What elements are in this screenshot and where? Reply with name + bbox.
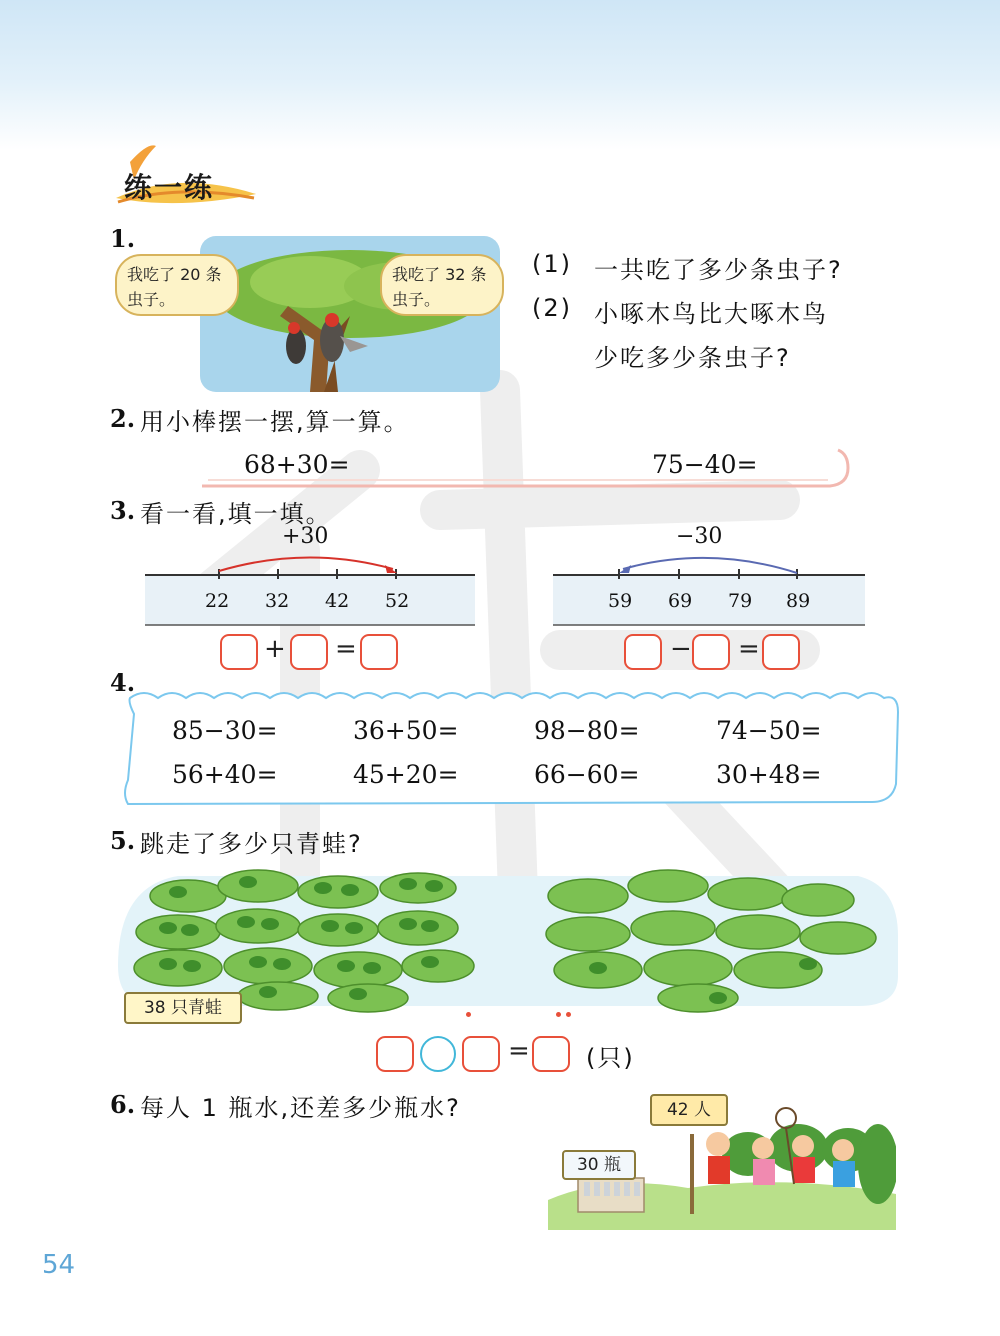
speech-bubble-right-text: 我吃了 32 条虫子。: [392, 265, 487, 309]
q4-expr-r1c2: 36+50=: [353, 716, 459, 745]
right-tick-59: 59: [608, 590, 633, 612]
number-line-left: [145, 555, 475, 630]
q6-instruction: 每人 1 瓶水,还差多少瓶水?: [140, 1094, 461, 1122]
left-tick-52: 52: [385, 590, 410, 612]
q5-answer-box-1[interactable]: [376, 1036, 414, 1072]
q5-answer-box-3[interactable]: [532, 1036, 570, 1072]
speech-bubble-small-woodpecker: [115, 254, 239, 316]
number-line-right: [553, 555, 865, 630]
q3-left-answer-box-1[interactable]: [220, 634, 258, 670]
q4-expr-r2c4: 30+48=: [716, 760, 822, 789]
page-title: 练一练: [124, 171, 215, 204]
q1-sub2-number: (2): [532, 294, 572, 322]
q4-expr-r1c4: 74−50=: [716, 716, 822, 745]
q3-left-equals: =: [335, 634, 357, 664]
frog-count-label: 38 只青蛙: [124, 992, 242, 1024]
q2-expression-1: 68+30=: [244, 450, 350, 479]
question-1-number: 1.: [110, 224, 136, 253]
question-3-number: 3.: [110, 496, 136, 525]
q5-equals: =: [508, 1036, 530, 1066]
question-6-number: 6.: [110, 1090, 136, 1119]
right-tick-89: 89: [786, 590, 811, 612]
emphasis-dot: [466, 1012, 471, 1017]
q5-unit: (只): [586, 1044, 635, 1072]
q1-sub2-text-line2: 少吃多少条虫子?: [594, 344, 791, 372]
question-4-number: 4.: [110, 668, 136, 697]
right-tick-69: 69: [668, 590, 693, 612]
bottle-count-sign: 30 瓶: [562, 1150, 636, 1180]
q3-left-answer-box-2[interactable]: [290, 634, 328, 670]
left-tick-32: 32: [265, 590, 290, 612]
q3-instruction: 看一看,填一填。: [140, 500, 332, 528]
left-tick-22: 22: [205, 590, 230, 612]
emphasis-dot: [566, 1012, 571, 1017]
q3-right-answer-box-3[interactable]: [762, 634, 800, 670]
q1-sub1-number: (1): [532, 250, 572, 278]
q3-right-answer-box-2[interactable]: [692, 634, 730, 670]
q4-exercise-frame: [114, 684, 908, 808]
q5-instruction: 跳走了多少只青蛙?: [140, 830, 363, 858]
q3-left-answer-box-3[interactable]: [360, 634, 398, 670]
left-tick-42: 42: [325, 590, 350, 612]
q4-expr-r2c2: 45+20=: [353, 760, 459, 789]
q1-sub1-text: 一共吃了多少条虫子?: [594, 256, 843, 284]
q4-expr-r2c1: 56+40=: [172, 760, 278, 789]
q4-expr-r1c3: 98−80=: [534, 716, 640, 745]
speech-bubble-left-text: 我吃了 20 条虫子。: [127, 265, 222, 309]
q3-right-equals: =: [738, 634, 760, 664]
q3-right-answer-box-1[interactable]: [624, 634, 662, 670]
q5-answer-box-2[interactable]: [462, 1036, 500, 1072]
right-jump-label: −30: [676, 524, 723, 549]
left-jump-label: +30: [282, 524, 329, 549]
q3-right-minus: −: [670, 634, 692, 664]
q4-expr-r2c3: 66−60=: [534, 760, 640, 789]
q3-left-plus: +: [264, 634, 286, 664]
page-number: 54: [42, 1250, 76, 1280]
question-2-number: 2.: [110, 404, 136, 433]
q2-instruction: 用小棒摆一摆,算一算。: [140, 408, 410, 436]
sky-background: [0, 0, 1000, 150]
speech-bubble-big-woodpecker: [380, 254, 504, 316]
people-count-sign: 42 人: [650, 1094, 728, 1126]
q2-expression-2: 75−40=: [652, 450, 758, 479]
q1-sub2-text-line1: 小啄木鸟比大啄木鸟: [594, 300, 828, 328]
q5-operator-circle[interactable]: [420, 1036, 456, 1072]
q4-expr-r1c1: 85−30=: [172, 716, 278, 745]
right-tick-79: 79: [728, 590, 753, 612]
question-5-number: 5.: [110, 826, 136, 855]
emphasis-dot: [556, 1012, 561, 1017]
